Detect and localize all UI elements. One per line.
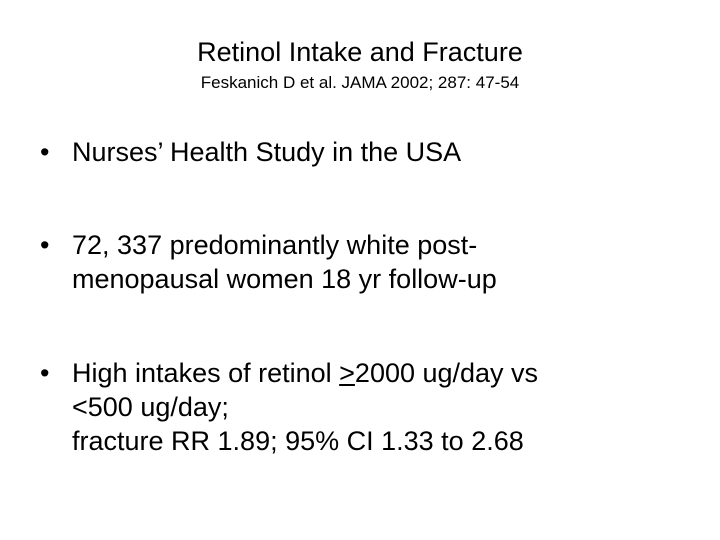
citation-subtitle: Feskanich D et al. JAMA 2002; 287: 47-54	[200, 73, 520, 92]
bullet-text-segment: High intakes of retinol	[72, 358, 340, 388]
bullet-dot-icon: •	[40, 358, 50, 388]
bullet-text-line	[72, 356, 680, 390]
bullet-text-line: 72, 337 predominantly white post-	[72, 230, 478, 260]
bullet-text-segment: 2000 ug/day vs	[354, 358, 539, 388]
bullet-text-line: <500 ug/day;	[72, 392, 229, 422]
bullet-text-line: menopausal women 18 yr follow-up	[72, 264, 497, 294]
bullet-dot-icon: •	[40, 230, 50, 260]
bullet-item-study	[40, 135, 680, 169]
slide-title: Retinol Intake and Fracture	[197, 37, 523, 67]
bullet-item-findings	[40, 356, 680, 458]
bullet-item-population	[40, 228, 680, 296]
bullet-dot-icon: •	[40, 137, 50, 167]
bullet-text-line: Nurses’ Health Study in the USA	[72, 137, 462, 167]
bullet-text-line: fracture RR 1.89; 95% CI 1.33 to 2.68	[72, 426, 524, 456]
greater-equal-symbol: >	[339, 358, 355, 388]
